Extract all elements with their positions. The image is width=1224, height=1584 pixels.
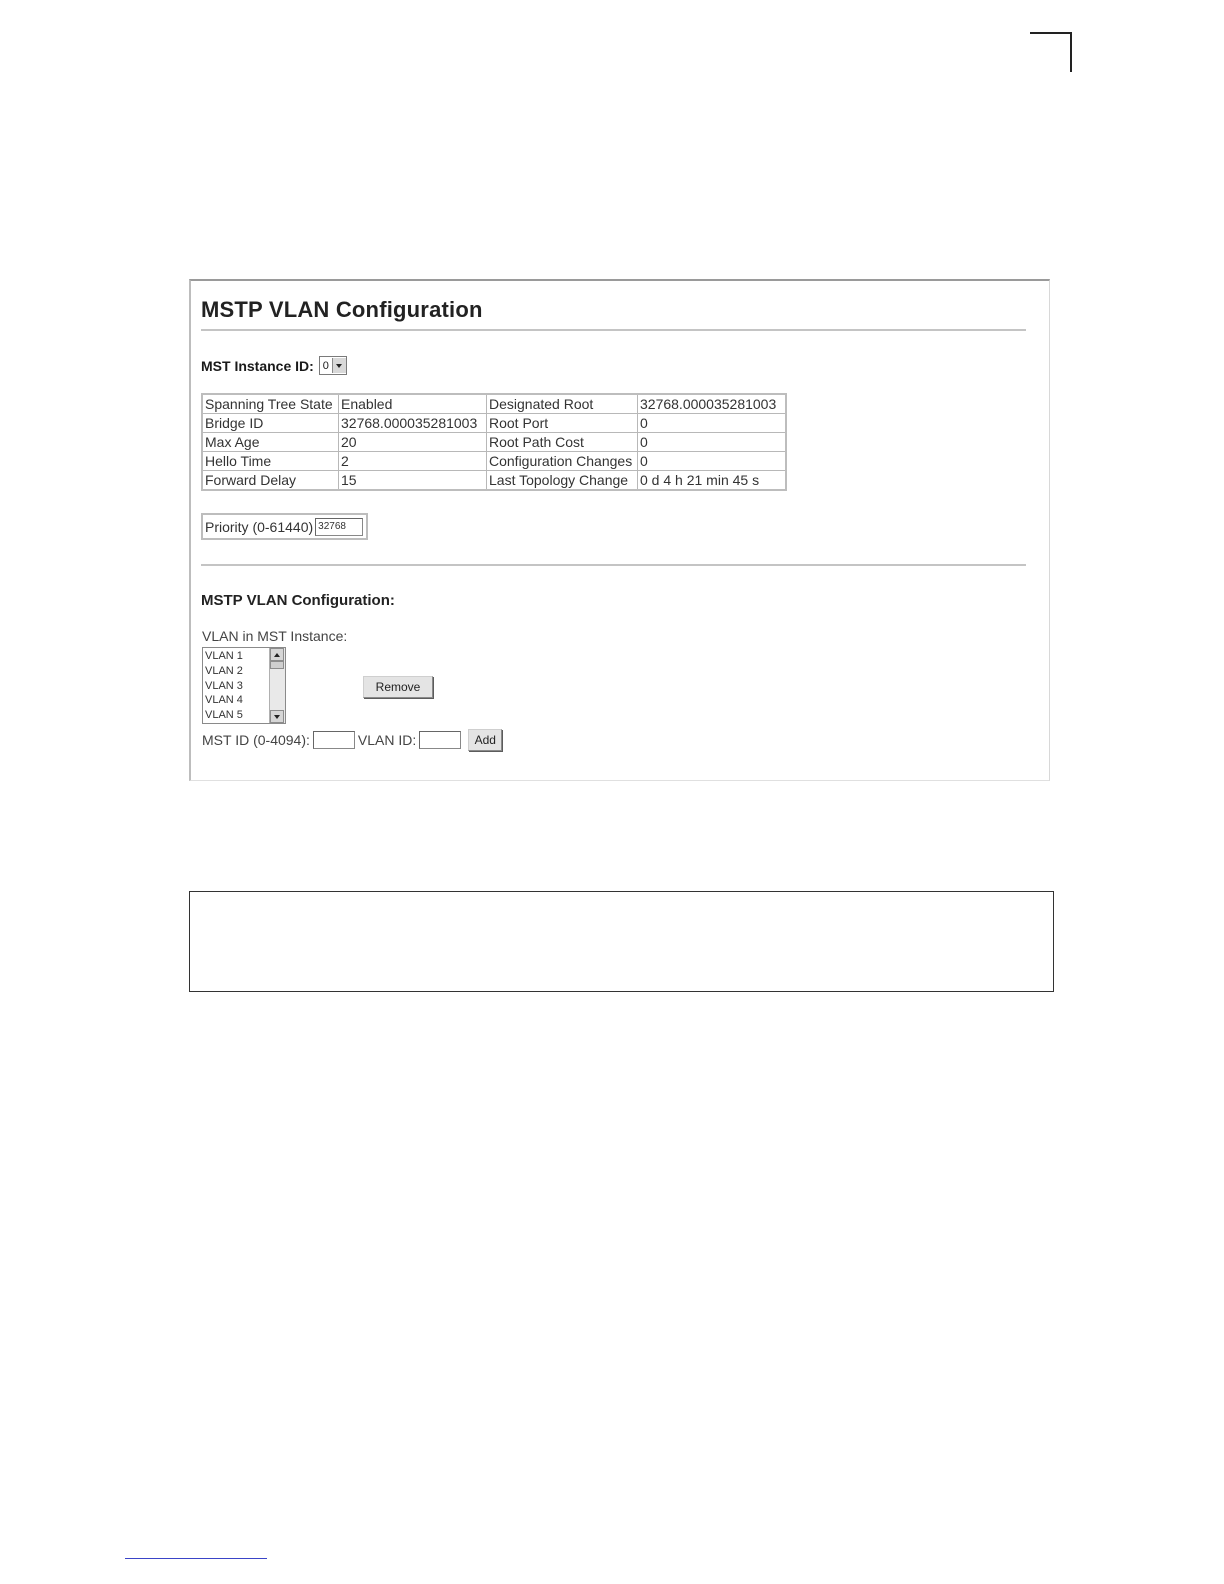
section-divider [201, 564, 1026, 566]
mst-instance-select[interactable] [319, 356, 347, 375]
mst-id-input[interactable] [313, 731, 355, 749]
add-vlan-row [202, 729, 502, 751]
table-row [202, 433, 786, 452]
table-cell: Bridge ID [202, 414, 339, 433]
table-cell: Last Topology Change [487, 471, 638, 491]
title-divider [201, 329, 1026, 331]
list-item[interactable]: VLAN 5 [205, 709, 243, 722]
table-cell: Hello Time [202, 452, 339, 471]
table-cell: Enabled [339, 394, 487, 414]
mst-id-label: MST ID (0-4094): [202, 732, 310, 748]
mstp-vlan-config-panel [189, 279, 1050, 781]
table-cell: Designated Root [487, 394, 638, 414]
table-cell: Configuration Changes [487, 452, 638, 471]
remove-button[interactable]: Remove [363, 676, 433, 698]
vlan-list-scrollbar[interactable] [269, 648, 285, 723]
mst-instance-label: MST Instance ID: [201, 357, 314, 374]
table-row [202, 394, 786, 414]
table-cell: 2 [339, 452, 487, 471]
vlan-id-label: VLAN ID: [357, 732, 417, 748]
table-cell: 32768.000035281003 [339, 414, 487, 433]
vlan-list-label: VLAN in MST Instance: [202, 628, 348, 644]
vlan-listbox[interactable] [202, 647, 286, 724]
table-cell: 20 [339, 433, 487, 452]
list-item[interactable]: VLAN 4 [205, 694, 243, 707]
table-row [202, 452, 786, 471]
priority-input[interactable]: 32768 [315, 518, 363, 536]
table-cell: Root Port [487, 414, 638, 433]
priority-row [201, 513, 368, 540]
table-cell: 32768.000035281003 [638, 394, 787, 414]
scroll-down-icon[interactable] [270, 710, 284, 723]
table-cell: Spanning Tree State [202, 394, 339, 414]
page-title: MSTP VLAN Configuration [201, 297, 483, 322]
table-cell: Max Age [202, 433, 339, 452]
list-item[interactable]: VLAN 2 [205, 664, 243, 677]
list-item[interactable]: VLAN 1 [205, 650, 243, 662]
table-cell: 0 [638, 414, 787, 433]
vlan-config-heading: MSTP VLAN Configuration: [201, 592, 395, 609]
table-cell: 0 d 4 h 21 min 45 s [638, 471, 787, 491]
vlan-id-input[interactable] [419, 731, 461, 749]
note-box [189, 891, 1054, 992]
crop-corner-mark [1030, 32, 1072, 72]
scroll-thumb[interactable] [270, 661, 284, 669]
table-cell: 0 [638, 452, 787, 471]
mst-instance-row [201, 356, 347, 375]
table-cell: 0 [638, 433, 787, 452]
chevron-down-icon[interactable] [332, 358, 346, 373]
list-item[interactable]: VLAN 3 [205, 679, 243, 692]
table-row [202, 414, 786, 433]
table-cell: 15 [339, 471, 487, 491]
priority-label: Priority (0-61440) [205, 518, 314, 535]
footer-link-underline [125, 1558, 267, 1559]
add-button[interactable]: Add [468, 729, 502, 751]
spanning-tree-status-table [201, 393, 787, 491]
scroll-up-icon[interactable] [270, 648, 284, 661]
table-cell: Forward Delay [202, 471, 339, 491]
table-row [202, 471, 786, 491]
mst-instance-selected-value: 0 [322, 359, 329, 372]
table-cell: Root Path Cost [487, 433, 638, 452]
